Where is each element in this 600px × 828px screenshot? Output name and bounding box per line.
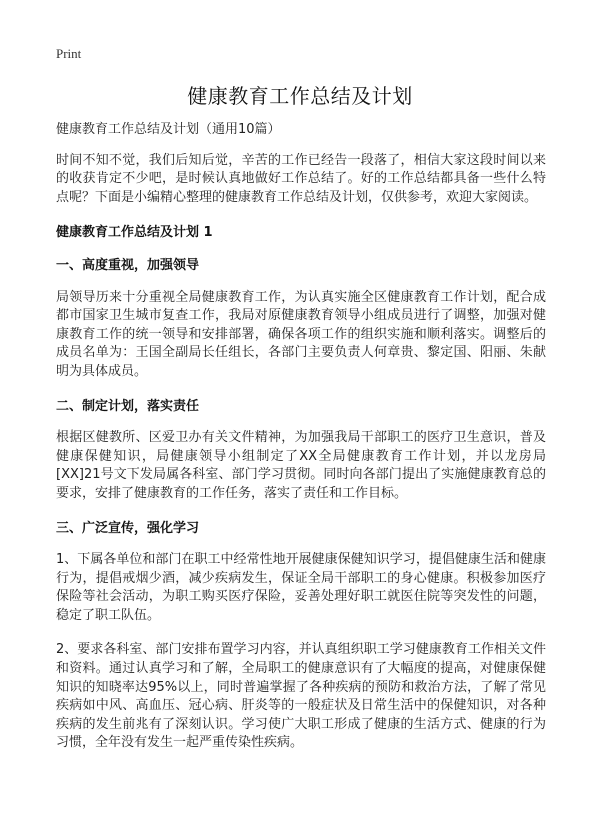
heading-3: 三、广泛宣传，强化学习 — [56, 520, 200, 536]
section-title: 健康教育工作总结及计划 1 — [56, 225, 213, 241]
paragraph-4: 2、要求各科室、部门安排布置学习内容，并认真组织职工学习健康教育工作相关文件和资料。通过认真学习和了解，全局职工的健康意识有了大幅度的提高，对健康保健知识的知晓率达95%以上，同时普遍掌握了各种疾病的预防和救治方法，了解了常见疾病如中风、高血压、冠心病、肝炎等的一般症状及日常生活中的保健知识，对各种疾病的发生前兆有了深刻认识。学习使广大职工形成了健康的生活方式、健康的行为习惯，全年没有发生一起严重传染性疾病。 — [56, 642, 546, 751]
paragraph-3: 1、下属各单位和部门在职工中经常性地开展健康保健知识学习，提倡健康生活和健康行为，提倡戒烟少酒，减少疾病发生，保证全局干部职工的身心健康。积极参加医疗保险等社会活动，为职工购买医疗保险，妥善处理好职工就医住院等突发性的问题，稳定了职工队伍。 — [56, 552, 546, 623]
document-subtitle: 健康教育工作总结及计划（通用10篇） — [56, 122, 281, 137]
heading-1: 一、高度重视，加强领导 — [56, 257, 200, 273]
document-body — [56, 121, 546, 769]
heading-2: 二、制定计划，落实责任 — [56, 398, 200, 414]
paragraph-2: 根据区健教所、区爱卫办有关文件精神，为加强我局干部职工的医疗卫生意识，普及健康保健知识，局健康领导小组制定了XX全局健康教育工作计划，并以龙房局[XX]21号文下发局属各科室、部门学习贯彻。同时向各部门提出了实施健康教育总的要求，安排了健康教育的工作任务，落实了责任和工作目标。 — [56, 430, 546, 501]
print-link[interactable]: Print — [56, 46, 82, 61]
page-title: 健康教育工作总结及计划 — [187, 84, 413, 108]
paragraph-1: 局领导历来十分重视全局健康教育工作，为认真实施全区健康教育工作计划，配合成都市国家卫生城市复查工作，我局对原健康教育领导小组成员进行了调整，加强对健康教育工作的统一领导和安排部署，确保各项工作的组织实施和顺利落实。调整后的成员名单为：王国全副局长任组长，各部门主要负责人何章贵、黎定国、阳丽、朱献明为具体成员。 — [56, 289, 546, 379]
intro-paragraph: 时间不知不觉，我们后知后觉，辛苦的工作已经告一段落了，相信大家这段时间以来的收获肯定不少吧，是时候认真地做好工作总结了。好的工作总结都具备一些什么特点呢？下面是小编精心整理的健康教育工作总结及计划，仅供参考，欢迎大家阅读。 — [56, 152, 546, 205]
